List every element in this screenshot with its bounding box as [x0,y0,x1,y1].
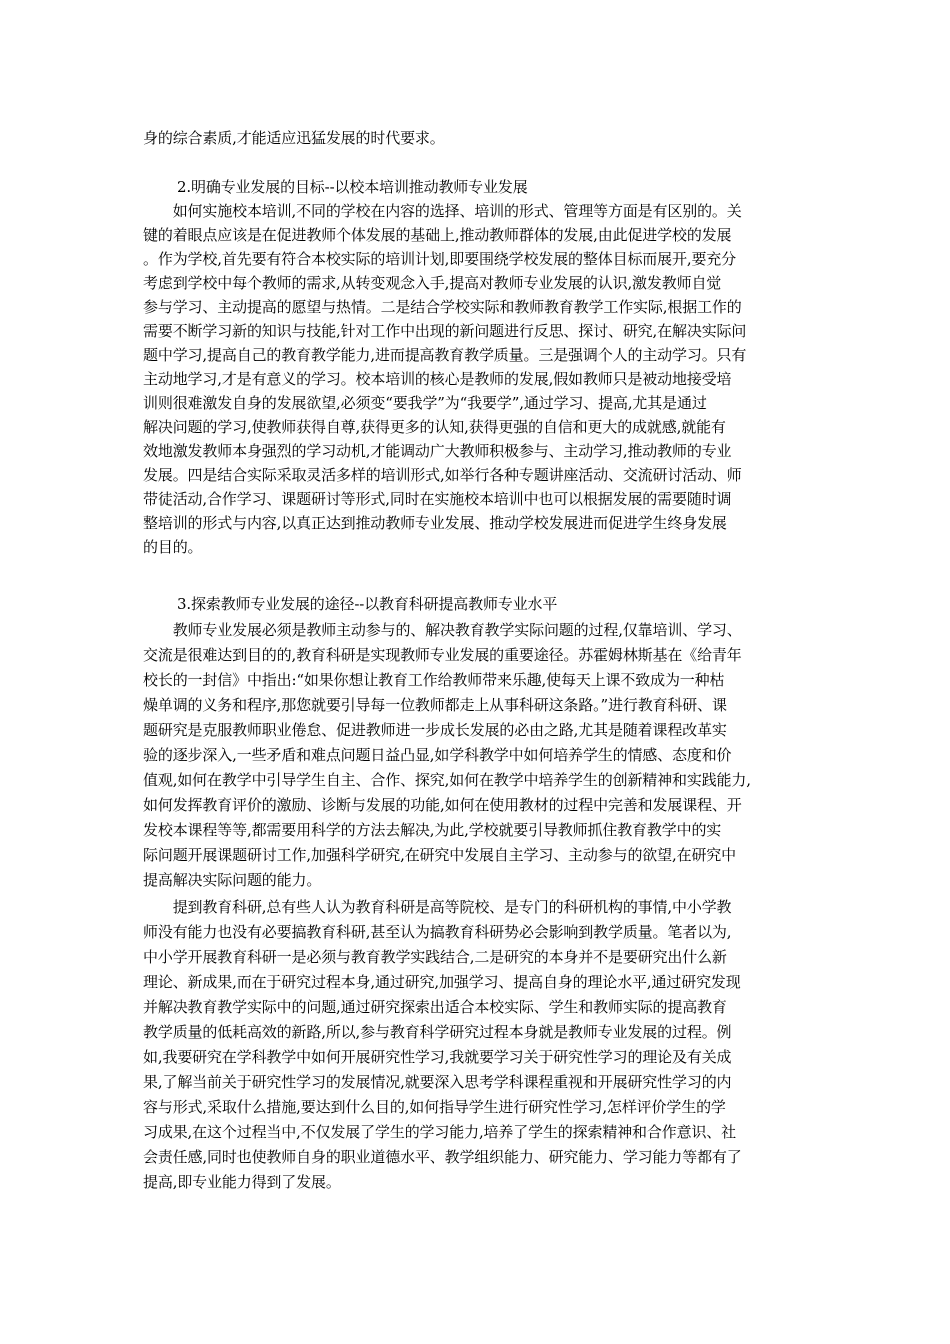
paragraph-line: 如,我要研究在学科教学中如何开展研究性学习,我就要学习关于研究性学习的理论及有关成 [143,1048,732,1066]
paragraph-line: 训则很难激发自身的发展欲望,必须变“要我学”为“我要学”,通过学习、提高,尤其是通过 [143,394,707,412]
paragraph-line: 发校本课程等等,都需要用科学的方法去解决,为此,学校就要引导教师抓住教育教学中的实 [143,821,722,839]
paragraph-line: 身的综合素质,才能适应迅猛发展的时代要求。 [143,129,445,147]
paragraph-line: 键的着眼点应该是在促进教师个体发展的基础上,推动教师群体的发展,由此促进学校的发展 [143,226,732,244]
paragraph-line: 解决问题的学习,使教师获得自尊,获得更多的认知,获得更强的自信和更大的成就感,就能有 [143,418,726,436]
paragraph-line: 发展。四是结合实际采取灵活多样的培训形式,如举行各种专题讲座活动、交流研讨活动、师 [143,466,742,484]
paragraph-line: 主动地学习,才是有意义的学习。校本培训的核心是教师的发展,假如教师只是被动地接受培 [143,370,732,388]
paragraph-line: 提高,即专业能力得到了发展。 [143,1173,341,1191]
section-heading: 2.明确专业发展的目标--以校本培训推动教师专业发展 [177,178,528,196]
paragraph-line: 如何实施校本培训,不同的学校在内容的选择、培训的形式、管理等方面是有区别的。关 [143,202,742,220]
paragraph-line: 并解决教育教学实际中的问题,通过研究探索出适合本校实际、学生和教师实际的提高教育 [143,998,727,1016]
paragraph-line: 习成果,在这个过程当中,不仅发展了学生的学习能力,培养了学生的探索精神和合作意识、社 [143,1123,737,1141]
paragraph-line: 整培训的形式与内容,以真正达到推动教师专业发展、推动学校发展进而促进学生终身发展 [143,514,727,532]
paragraph-line: 提高解决实际问题的能力。 [143,871,322,889]
section-heading: 3.探索教师专业发展的途径--以教育科研提高教师专业水平 [177,595,558,613]
paragraph-line: 中小学开展教育科研一是必须与教育教学实践结合,二是研究的本身并不是要研究出什么新 [143,948,727,966]
paragraph-line: 师没有能力也没有必要搞教育科研,甚至认为搞教育科研势必会影响到教学质量。笔者以为, [143,923,732,941]
paragraph-line: 效地激发教师本身强烈的学习动机,才能调动广大教师积极参与、主动学习,推动教师的专业 [143,442,732,460]
paragraph-line: 验的逐步深入,一些矛盾和难点问题日益凸显,如学科教学中如何培养学生的情感、态度和价 [143,746,732,764]
paragraph-line: 值观,如何在教学中引导学生自主、合作、探究,如何在教学中培养学生的创新精神和实践能力, [143,771,751,789]
paragraph-line: 交流是很难达到目的的,教育科研是实现教师专业发展的重要途径。苏霍姆林斯基在《给青年 [143,646,742,664]
paragraph-line: 的目的。 [143,538,203,556]
paragraph-line: 燥单调的义务和程序,那您就要引导每一位教师都走上从事科研这条路。”进行教育科研、课 [143,696,727,714]
paragraph-line: 容与形式,采取什么措施,要达到什么目的,如何指导学生进行研究性学习,怎样评价学生的学 [143,1098,726,1116]
paragraph-line: 需要不断学习新的知识与技能,针对工作中出现的新问题进行反思、探讨、研究,在解决实际问 [143,322,747,340]
paragraph-line: 教师专业发展必须是教师主动参与的、解决教育教学实际问题的过程,仅靠培训、学习、 [143,621,742,639]
paragraph-line: 校长的一封信》中指出:“如果你想让教育工作给教师带来乐趣,使每天上课不致成为一种枯 [143,671,725,689]
paragraph-line: 际问题开展课题研讨工作,加强科学研究,在研究中发展自主学习、主动参与的欲望,在研究中 [143,846,737,864]
paragraph-line: 带徒活动,合作学习、课题研讨等形式,同时在实施校本培训中也可以根据发展的需要随时调 [143,490,732,508]
paragraph-line: 如何发挥教育评价的激励、诊断与发展的功能,如何在使用教材的过程中完善和发展课程、开 [143,796,742,814]
paragraph-line: 果,了解当前关于研究性学习的发展情况,就要深入思考学科课程重视和开展研究性学习的内 [143,1073,732,1091]
paragraph-line: 。作为学校,首先要有符合本校实际的培训计划,即要围绕学校发展的整体目标而展开,要充分 [143,250,737,268]
paragraph-line: 理论、新成果,而在于研究过程本身,通过研究,加强学习、提高自身的理论水平,通过研究发现 [143,973,741,991]
paragraph-line: 考虑到学校中每个教师的需求,从转变观念入手,提高对教师专业发展的认识,激发教师自觉 [143,274,722,292]
paragraph-line: 题中学习,提高自己的教育教学能力,进而提高教育教学质量。三是强调个人的主动学习。只有 [143,346,747,364]
paragraph-line: 教学质量的低耗高效的新路,所以,参与教育科学研究过程本身就是教师专业发展的过程。例 [143,1023,732,1041]
paragraph-line: 提到教育科研,总有些人认为教育科研是高等院校、是专门的科研机构的事情,中小学教 [143,898,732,916]
paragraph-line: 题研究是克服教师职业倦怠、促进教师进一步成长发展的必由之路,尤其是随着课程改革实 [143,721,727,739]
paragraph-line: 参与学习、主动提高的愿望与热情。二是结合学校实际和教师教育教学工作实际,根据工作的 [143,298,742,316]
paragraph-line: 会责任感,同时也使教师自身的职业道德水平、教学组织能力、研究能力、学习能力等都有了 [143,1148,742,1166]
